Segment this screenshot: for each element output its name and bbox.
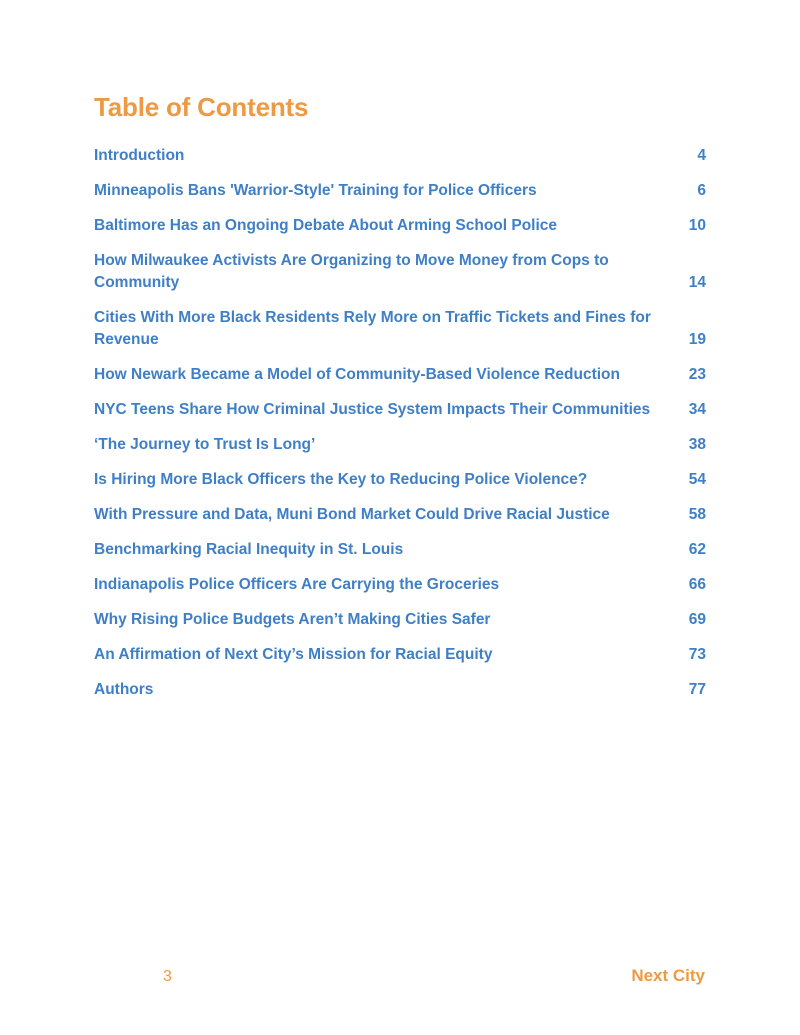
table-of-contents bbox=[94, 142, 706, 711]
toc-entry-journey-to-trust[interactable] bbox=[94, 431, 706, 466]
toc-entry-title: Is Hiring More Black Officers the Key to Reducing Police Violence? bbox=[94, 471, 588, 488]
toc-entry-page: 19 bbox=[688, 331, 706, 348]
toc-entry-milwaukee[interactable] bbox=[94, 247, 706, 304]
toc-entry-page: 4 bbox=[697, 147, 706, 164]
toc-entry-page: 73 bbox=[688, 646, 706, 663]
footer-page-number: 3 bbox=[163, 968, 172, 985]
toc-entry-page: 23 bbox=[688, 366, 706, 383]
toc-entry-newark[interactable] bbox=[94, 361, 706, 396]
toc-entry-page: 77 bbox=[688, 681, 706, 698]
toc-entry-traffic-fines[interactable] bbox=[94, 304, 706, 361]
toc-entry-minneapolis[interactable] bbox=[94, 177, 706, 212]
toc-entry-title: How Newark Became a Model of Community-Based Violence Reduction bbox=[94, 366, 620, 383]
toc-entry-black-officers[interactable] bbox=[94, 466, 706, 501]
toc-entry-title: An Affirmation of Next City’s Mission for Racial Equity bbox=[94, 646, 493, 663]
toc-entry-title: With Pressure and Data, Muni Bond Market Could Drive Racial Justice bbox=[94, 506, 610, 523]
toc-entry-introduction[interactable] bbox=[94, 142, 706, 177]
toc-entry-title: Introduction bbox=[94, 147, 185, 164]
toc-entry-title: Authors bbox=[94, 681, 154, 698]
toc-entry-st-louis[interactable] bbox=[94, 536, 706, 571]
toc-entry-title: Baltimore Has an Ongoing Debate About Arming School Police bbox=[94, 217, 558, 234]
toc-entry-page: 54 bbox=[688, 471, 706, 488]
toc-entry-authors[interactable] bbox=[94, 676, 706, 711]
toc-entry-nyc-teens[interactable] bbox=[94, 396, 706, 431]
toc-entry-page: 6 bbox=[697, 182, 706, 199]
toc-entry-muni-bond[interactable] bbox=[94, 501, 706, 536]
toc-entry-affirmation[interactable] bbox=[94, 641, 706, 676]
toc-entry-page: 62 bbox=[688, 541, 706, 558]
toc-entry-police-budgets[interactable] bbox=[94, 606, 706, 641]
toc-entry-title: Benchmarking Racial Inequity in St. Louis bbox=[94, 541, 404, 558]
toc-entry-page: 69 bbox=[688, 611, 706, 628]
toc-entry-page: 14 bbox=[688, 274, 706, 291]
footer-brand: Next City bbox=[631, 966, 705, 985]
toc-entry-title: Why Rising Police Budgets Aren’t Making Cities Safer bbox=[94, 611, 491, 628]
page-title: Table of Contents bbox=[94, 92, 309, 122]
toc-entry-title: NYC Teens Share How Criminal Justice System Impacts Their Communities bbox=[94, 401, 651, 418]
toc-entry-page: 10 bbox=[688, 217, 706, 234]
toc-entry-title: Cities With More Black Residents Rely More on Traffic Tickets and Fines for Revenue bbox=[94, 309, 651, 348]
toc-entry-title: ‘The Journey to Trust Is Long’ bbox=[94, 436, 316, 453]
toc-entry-page: 38 bbox=[688, 436, 706, 453]
toc-entry-title: How Milwaukee Activists Are Organizing to Move Money from Cops to Community bbox=[94, 252, 609, 291]
toc-entry-baltimore[interactable] bbox=[94, 212, 706, 247]
toc-entry-indianapolis[interactable] bbox=[94, 571, 706, 606]
toc-entry-title: Indianapolis Police Officers Are Carrying the Groceries bbox=[94, 576, 500, 593]
toc-entry-title: Minneapolis Bans 'Warrior-Style' Training for Police Officers bbox=[94, 182, 537, 199]
toc-entry-page: 58 bbox=[688, 506, 706, 523]
toc-entry-page: 34 bbox=[688, 401, 706, 418]
toc-entry-page: 66 bbox=[688, 576, 706, 593]
